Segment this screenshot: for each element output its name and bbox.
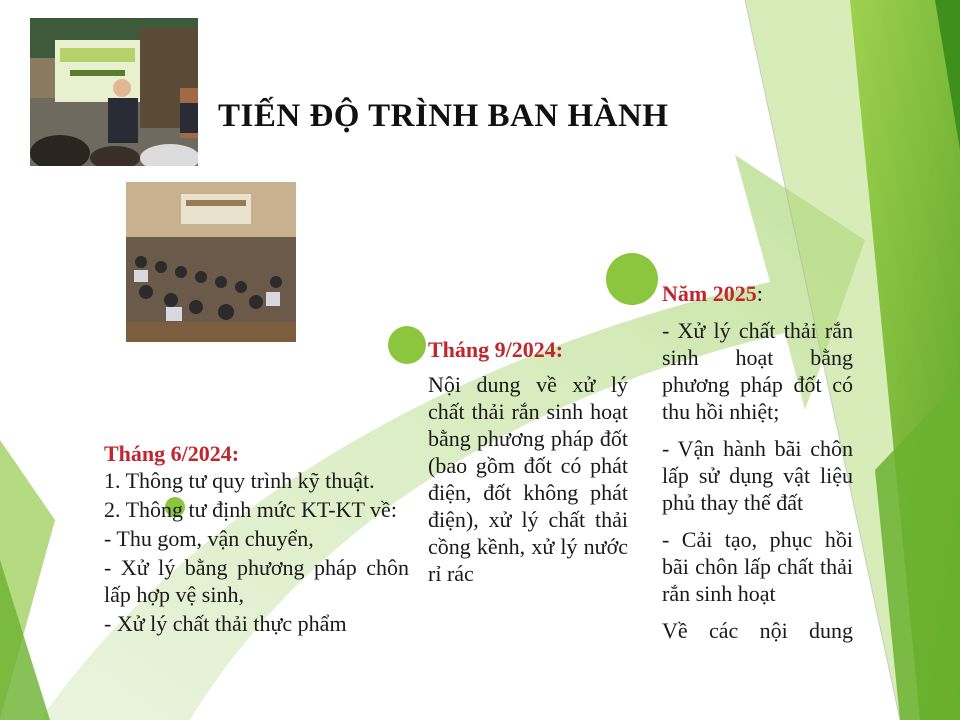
milestone-heading: Tháng 6/2024: [104,441,240,466]
photo-icon [126,182,296,342]
milestone-line: 1. Thông tư quy trình kỹ thuật. [104,468,375,493]
meeting-hall-photo [126,182,296,342]
milestone-heading-line [662,280,853,307]
milestone-heading: Năm 2025 [662,281,757,306]
milestone-line: - Xử lý bằng phương pháp chôn lấp hợp vệ sinh, [104,555,409,607]
milestone-item: - Xử lý chất thải rắn sinh hoạt bằng phương pháp đốt có thu hồi nhiệt; [662,318,853,424]
milestone-heading: Tháng 9/2024: [428,337,564,362]
milestone-2025 [662,280,853,654]
milestone-item: Về các nội dung [662,618,853,643]
milestone-dot-sep-2024 [388,326,426,364]
milestone-body: Nội dung về xử lý chất thải rắn sinh hoạt bằng phương pháp đốt (bao gồm đốt có phát điện, đốt không phát điện), xử lý chất thải cồng kềnh, xử lý nước rỉ rác [428,372,628,586]
milestone-dot-2025 [606,253,658,305]
photo-icon [30,18,198,166]
milestone-line: 2. Thông tư định mức KT-KT về: [104,497,397,522]
milestone-heading-suffix: : [756,281,763,306]
milestone-item: - Vận hành bãi chôn lấp sử dụng vật liệu phủ thay thế đất [662,436,853,515]
milestone-line: - Thu gom, vận chuyển, [104,526,314,551]
conference-speaker-photo [30,18,198,166]
slide-title: TIẾN ĐỘ TRÌNH BAN HÀNH [218,98,669,134]
milestone-item: - Cải tạo, phục hồi bãi chôn lấp chất thải rắn sinh hoạt [662,527,853,606]
milestone-jun-2024 [104,440,409,639]
milestone-sep-2024 [428,336,628,587]
milestone-line: - Xử lý chất thải thực phẩm [104,611,347,636]
